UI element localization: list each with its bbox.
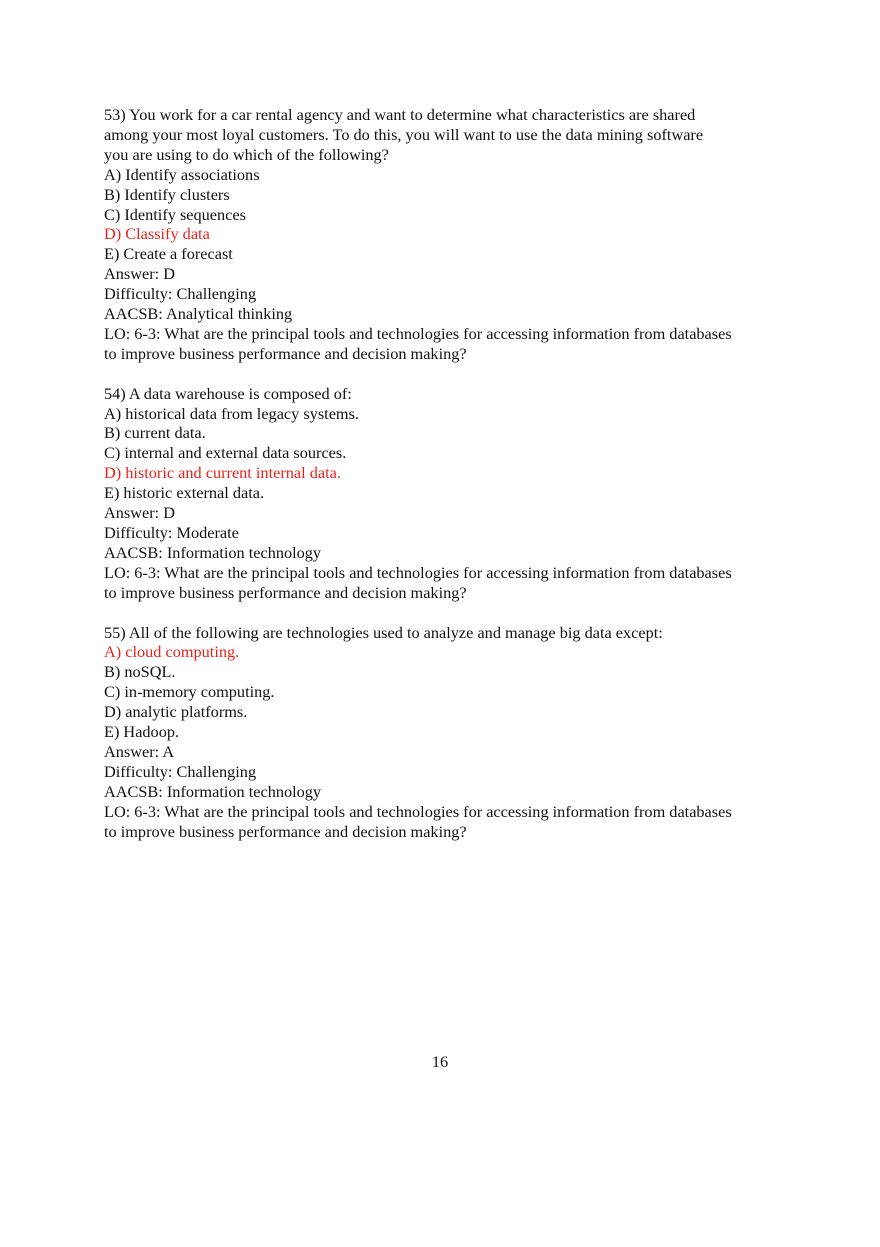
- answer-option-e: E) historic external data.: [104, 483, 265, 503]
- learning-objective-line: to improve business performance and decision making?: [104, 821, 467, 841]
- question-stem-line: you are using to do which of the following?: [104, 144, 389, 164]
- answer-option-b: B) Identify clusters: [104, 184, 230, 204]
- learning-objective-line: to improve business performance and decision making?: [104, 343, 467, 363]
- answer-option-c: C) Identify sequences: [104, 204, 246, 224]
- answer-option-d-correct: D) Classify data: [104, 224, 210, 244]
- answer-option-c: C) internal and external data sources.: [104, 443, 347, 463]
- question-55: [104, 623, 794, 842]
- question-54: [104, 384, 794, 603]
- difficulty: Difficulty: Challenging: [104, 284, 257, 304]
- aacsb-tag: AACSB: Information technology: [104, 542, 322, 562]
- learning-objective-line: to improve business performance and decision making?: [104, 582, 467, 602]
- aacsb-tag: AACSB: Analytical thinking: [104, 304, 293, 324]
- answer-option-b: B) current data.: [104, 423, 206, 443]
- answer-option-e: E) Hadoop.: [104, 722, 180, 742]
- learning-objective-line: LO: 6-3: What are the principal tools and technologies for accessing information from databases: [104, 562, 732, 582]
- answer-option-a-correct: A) cloud computing.: [104, 642, 240, 662]
- answer-option-a: A) Identify associations: [104, 164, 260, 184]
- answer-option-e: E) Create a forecast: [104, 244, 233, 264]
- question-stem-line: among your most loyal customers. To do this, you will want to use the data mining software: [104, 124, 704, 144]
- answer-option-d-correct: D) historic and current internal data.: [104, 463, 341, 483]
- answer-option-d: D) analytic platforms.: [104, 702, 248, 722]
- question-stem-line: 54) A data warehouse is composed of:: [104, 383, 352, 403]
- question-stem-line: 53) You work for a car rental agency and want to determine what characteristics are shared: [104, 105, 696, 124]
- difficulty: Difficulty: Challenging: [104, 761, 257, 781]
- question-list: [104, 105, 794, 861]
- answer-option-b: B) noSQL.: [104, 662, 176, 682]
- answer-key: Answer: D: [104, 503, 175, 523]
- learning-objective-line: LO: 6-3: What are the principal tools and technologies for accessing information from databases: [104, 801, 732, 821]
- aacsb-tag: AACSB: Information technology: [104, 781, 322, 801]
- answer-key: Answer: D: [104, 264, 175, 284]
- answer-option-a: A) historical data from legacy systems.: [104, 403, 359, 423]
- page-number: 16: [431, 1052, 449, 1071]
- question-stem-line: 55) All of the following are technologies used to analyze and manage big data except:: [104, 622, 663, 642]
- difficulty: Difficulty: Moderate: [104, 523, 239, 543]
- learning-objective-line: LO: 6-3: What are the principal tools and technologies for accessing information from databases: [104, 323, 732, 343]
- answer-option-c: C) in-memory computing.: [104, 682, 275, 702]
- question-53: [104, 105, 794, 364]
- answer-key: Answer: A: [104, 741, 175, 761]
